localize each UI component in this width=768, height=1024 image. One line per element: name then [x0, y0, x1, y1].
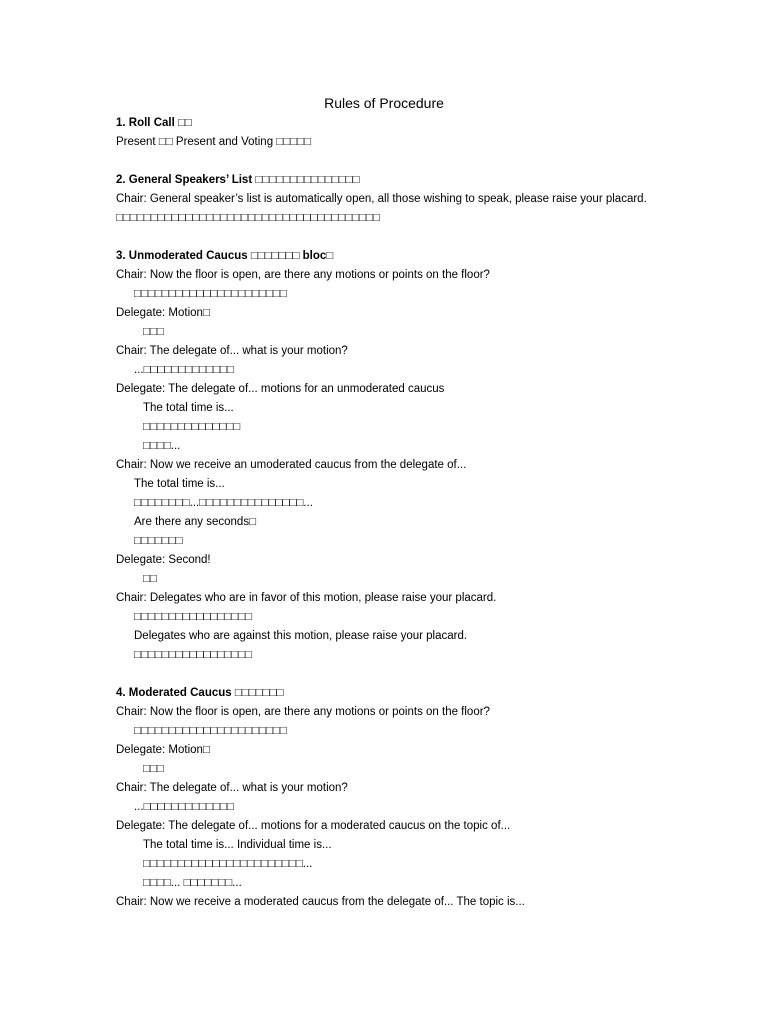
text-line: □□□□□□□□□□□□□□□□□□□□□□ [134, 725, 287, 737]
text-line: □□□ [143, 326, 164, 338]
section-heading: 1. Roll Call □□ [116, 117, 192, 129]
section-heading: 2. General Speakers’ List □□□□□□□□□□□□□□□ [116, 174, 360, 186]
text-line: □□□□□□□□□□□□□□□□□□□□□□ [134, 288, 287, 300]
section-heading: 4. Moderated Caucus □□□□□□□ [116, 687, 284, 699]
text-line: □□□□□□□□□□□□□□□□□□□□□□□... [143, 858, 313, 870]
text-line: □□□ [143, 763, 164, 775]
text-line: Delegate: Motion□ [116, 744, 210, 756]
text-line: ...□□□□□□□□□□□□□ [134, 364, 234, 376]
text-line: Present □□ Present and Voting □□□□□ [116, 136, 312, 148]
text-line: Chair: Now we receive a moderated caucus from the delegate of... The topic is... [116, 896, 525, 908]
text-line: □□□□□□□□□□□□□□□□□□□□□□□□□□□□□□□□□□□□□□ [116, 212, 380, 224]
text-line: □□□□□□□□□□□□□□ [143, 421, 241, 433]
text-line: The total time is... [134, 478, 225, 490]
text-line: Chair: The delegate of... what is your motion? [116, 782, 348, 794]
text-line: Chair: The delegate of... what is your motion? [116, 345, 348, 357]
text-line: Delegates who are against this motion, please raise your placard. [134, 630, 468, 642]
text-line: Delegate: The delegate of... motions for a moderated caucus on the topic of... [116, 820, 511, 832]
text-line: Delegate: Second! [116, 554, 211, 566]
text-line: Chair: Now the floor is open, are there any motions or points on the floor? [116, 706, 490, 718]
text-line: ...□□□□□□□□□□□□□ [134, 801, 234, 813]
text-line: □□□□... [143, 440, 181, 452]
blank-line [116, 665, 651, 684]
text-line: The total time is... Individual time is... [143, 839, 332, 851]
text-line: □□□□... □□□□□□□... [143, 877, 242, 889]
document-body [116, 114, 651, 912]
text-line: □□□□□□□□□□□□□□□□□ [134, 649, 253, 661]
blank-line [116, 152, 651, 171]
text-line: Chair: Delegates who are in favor of this motion, please raise your placard. [116, 592, 497, 604]
text-line: □□□□□□□ [134, 535, 183, 547]
document-title: Rules of Procedure [324, 95, 444, 111]
text-line: □□ [143, 573, 157, 585]
text-line: □□□□□□□□□□□□□□□□□ [134, 611, 253, 623]
text-line: The total time is... [143, 402, 234, 414]
text-line: □□□□□□□□...□□□□□□□□□□□□□□□... [134, 497, 313, 509]
section-heading: 3. Unmoderated Caucus □□□□□□□ bloc□ [116, 250, 334, 262]
text-line: Chair: Now we receive an umoderated caucus from the delegate of... [116, 459, 467, 471]
blank-line [116, 228, 651, 247]
text-line: Chair: Now the floor is open, are there any motions or points on the floor? [116, 269, 490, 281]
text-line: Are there any seconds□ [134, 516, 257, 528]
text-line: Delegate: The delegate of... motions for an unmoderated caucus [116, 383, 445, 395]
paragraph: Chair: General speaker’s list is automatically open, all those wishing to speak, please raise your placard. [116, 193, 647, 205]
text-line: Delegate: Motion□ [116, 307, 210, 319]
